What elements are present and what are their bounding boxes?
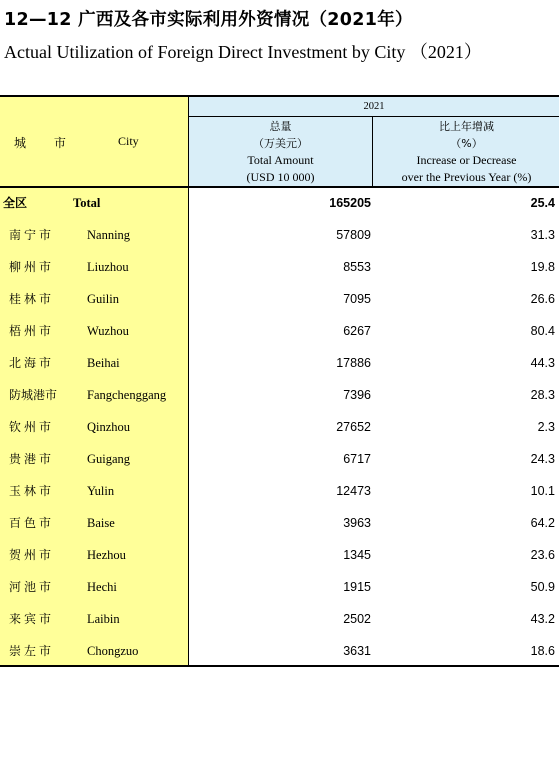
total-amount-value: 6267 [343,324,371,338]
total-amount-value: 12473 [336,484,371,498]
total-amount-header-en: Total Amount [247,153,314,167]
change-value: 31.3 [530,228,555,242]
city-name-en: Yulin [87,484,115,498]
change-value: 18.6 [530,644,555,658]
table-row [0,283,559,315]
city-name-en: Chongzuo [87,644,139,658]
total-amount-value: 27652 [336,420,371,434]
city-name-cn: 北海市 [9,356,55,370]
city-name-cn: 钦州市 [9,420,55,434]
city-name-cn: 玉林市 [9,484,55,498]
change-value: 2.3 [537,420,555,434]
city-name-en: Guilin [87,292,119,306]
city-name-en: Total [73,196,101,210]
total-amount-value: 17886 [336,356,371,370]
city-name-en: Hezhou [87,548,126,562]
table-row [0,443,559,475]
total-amount-header-cn: 总量 [269,120,292,133]
city-name-cn: 全区 [3,196,28,210]
city-name-en: Nanning [87,228,131,242]
table-row [0,315,559,347]
city-name-en: Fangchenggang [87,388,167,402]
table-row [0,347,559,379]
table-row [0,219,559,251]
table-row [0,411,559,443]
change-value: 50.9 [530,580,555,594]
change-value: 43.2 [530,612,555,626]
change-value: 24.3 [530,452,555,466]
city-name-cn: 贺州市 [9,548,55,562]
table-row [0,379,559,411]
page-title-chinese: 12—12 广西及各市实际利用外资情况（2021年） [4,10,413,30]
table-row-total [0,187,559,219]
change-header-cn: 比上年增减 [439,120,494,133]
total-amount-value: 57809 [336,228,371,242]
total-amount-value: 7396 [343,388,371,402]
change-header [374,117,559,187]
city-name-cn: 河池市 [9,580,55,594]
total-amount-value: 1915 [343,580,371,594]
city-name-en: Baise [87,516,115,530]
city-header-chinese: 城 市 [14,136,78,150]
city-name-en: Laibin [87,612,120,626]
table-row [0,507,559,539]
change-value: 25.4 [530,196,555,210]
city-name-en: Beihai [87,356,120,370]
table-row [0,475,559,507]
city-name-cn: 柳州市 [9,260,55,274]
table-row [0,635,559,667]
table-row [0,571,559,603]
city-name-cn: 贵港市 [9,452,55,466]
change-value: 28.3 [530,388,555,402]
city-name-cn: 桂林市 [9,292,55,306]
city-header-english: City [118,134,139,148]
table-row [0,539,559,571]
change-value: 80.4 [530,324,555,338]
city-name-en: Guigang [87,452,131,466]
year-header: 2021 [189,97,559,117]
table-row [0,251,559,283]
total-amount-value: 2502 [343,612,371,626]
total-amount-value: 7095 [343,292,371,306]
city-name-en: Liuzhou [87,260,129,274]
table-bottom-rule [0,665,559,667]
total-amount-value: 8553 [343,260,371,274]
change-value: 10.1 [530,484,555,498]
city-name-en: Qinzhou [87,420,131,434]
table-row [0,603,559,635]
change-header-en: Increase or Decrease [416,153,517,167]
city-name-cn: 崇左市 [9,644,55,658]
city-name-cn: 南宁市 [9,228,55,242]
total-amount-value: 3963 [343,516,371,530]
city-name-cn: 百色市 [9,516,55,530]
change-header-unit-cn: （%） [450,136,483,150]
total-amount-header-unit-en: (USD 10 000) [246,169,315,184]
change-value: 26.6 [530,292,555,306]
change-value: 44.3 [530,356,555,370]
change-header-unit-en: over the Previous Year (%) [401,169,532,184]
total-amount-header [189,117,373,187]
change-value: 23.6 [530,548,555,562]
total-amount-value: 1345 [343,548,371,562]
city-name-en: Hechi [87,580,117,594]
city-name-en: Wuzhou [87,324,129,338]
change-value: 19.8 [530,260,555,274]
total-amount-value: 6717 [343,452,371,466]
city-name-cn: 梧州市 [9,324,55,338]
total-amount-value: 3631 [343,644,371,658]
total-amount-value: 165205 [329,196,371,210]
city-name-cn: 来宾市 [9,612,55,626]
page-title-english: Actual Utilization of Foreign Direct Investment by City （2021） [4,42,482,62]
total-amount-header-unit-cn: （万美元） [253,136,308,150]
city-name-cn: 防城港市 [9,388,58,402]
change-value: 64.2 [530,516,555,530]
